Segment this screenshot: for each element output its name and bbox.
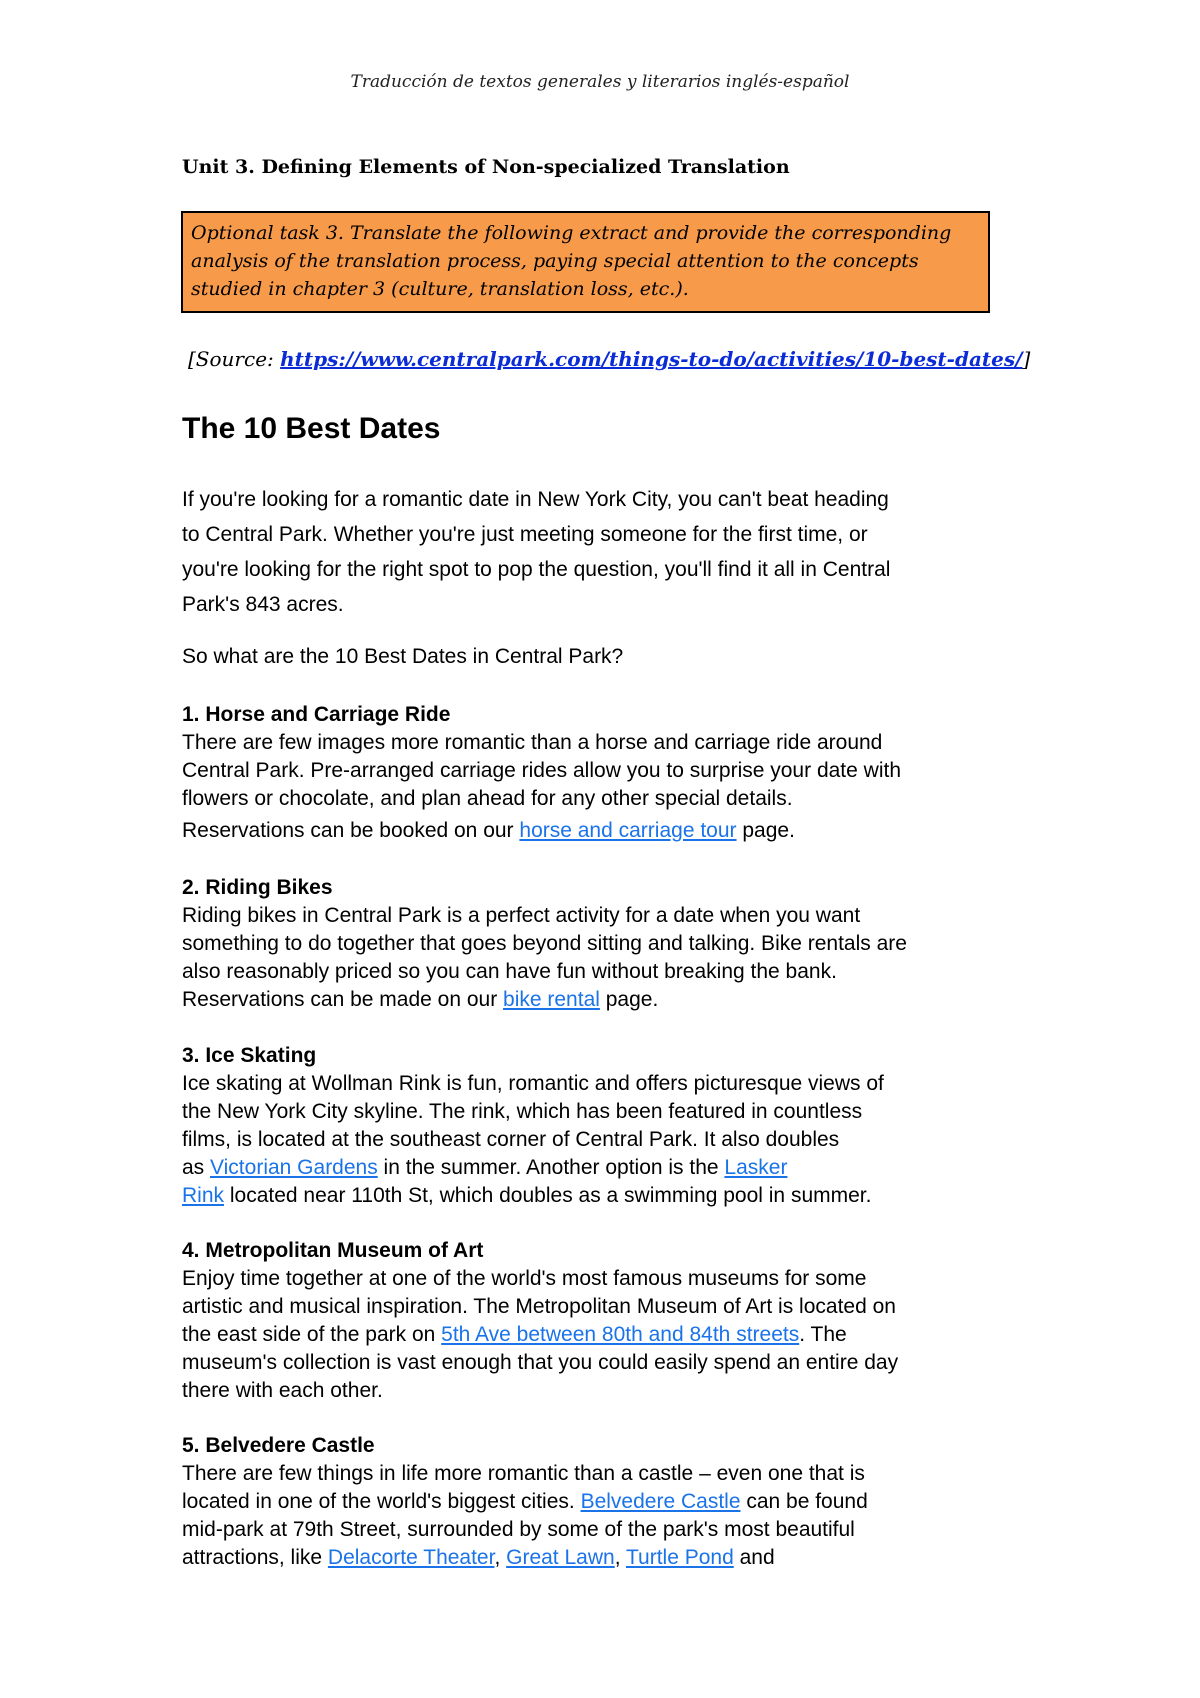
text-run: and [733, 1546, 775, 1569]
item-line: artistic and musical inspiration. The Metropolitan Museum of Art is located on [182, 1295, 896, 1318]
item-line: mid-park at 79th Street, surrounded by some of the park's most beautiful [182, 1518, 855, 1541]
source-prefix: [Source: [188, 347, 281, 371]
fifth-ave-link[interactable]: 5th Ave between 80th and 84th streets [441, 1323, 800, 1346]
delacorte-theater-link[interactable]: Delacorte Theater [327, 1546, 495, 1569]
item-line: the New York City skyline. The rink, which has been featured in countless [182, 1100, 863, 1123]
item-line: Ice skating at Wollman Rink is fun, romantic and offers picturesque views of [182, 1072, 884, 1095]
great-lawn-link[interactable]: Great Lawn [506, 1546, 615, 1569]
article-title: The 10 Best Dates [182, 412, 441, 445]
source-suffix: ] [1022, 347, 1031, 371]
item-line [182, 986, 1032, 1014]
text-run: attractions, like [182, 1546, 328, 1569]
text-run: , [494, 1546, 507, 1569]
intro-line: Park's 843 acres. [182, 593, 344, 616]
list-item [182, 874, 1032, 1014]
item-line: There are few things in life more romantic than a castle – even one that is [182, 1462, 865, 1485]
item-line [182, 1544, 1032, 1572]
text-run: located near 110th St, which doubles as a swimming pool in summer. [224, 1184, 872, 1207]
lasker-rink-link[interactable]: Lasker [724, 1156, 788, 1179]
question-line: So what are the 10 Best Dates in Central Park? [182, 645, 624, 668]
task-line: Optional task 3. Translate the following extract and provide the corresponding [191, 222, 952, 244]
item-line [182, 1182, 1032, 1210]
text-run: in the summer. Another option is the [377, 1156, 725, 1179]
text-run: . The [799, 1323, 847, 1346]
item-heading: 4. Metropolitan Museum of Art [182, 1239, 484, 1262]
intro-line: you're looking for the right spot to pop the question, you'll find it all in Central [182, 558, 891, 581]
item-heading: 1. Horse and Carriage Ride [182, 703, 451, 726]
text-run: as [182, 1156, 211, 1179]
item-line [182, 1154, 1032, 1182]
item-heading: 5. Belvedere Castle [182, 1434, 375, 1457]
item-line [182, 1321, 1032, 1349]
item-line: There are few images more romantic than a horse and carriage ride around [182, 731, 883, 754]
item-heading: 2. Riding Bikes [182, 876, 333, 899]
unit-title: Unit 3. Defining Elements of Non-specialized Translation [182, 156, 790, 178]
text-run: the east side of the park on [182, 1323, 442, 1346]
intro-line: If you're looking for a romantic date in New York City, you can't beat heading [182, 488, 889, 511]
source-citation [188, 347, 1030, 371]
text-run: located in one of the world's biggest cities. [182, 1490, 581, 1513]
optional-task-box [181, 211, 990, 313]
item-line: Central Park. Pre-arranged carriage rides allow you to surprise your date with [182, 759, 901, 782]
item-line: also reasonably priced so you can have fun without breaking the bank. [182, 960, 837, 983]
item-line: films, is located at the southeast corner of Central Park. It also doubles [182, 1128, 840, 1151]
item-heading: 3. Ice Skating [182, 1044, 317, 1067]
source-link[interactable]: https://www.centralpark.com/things-to-do/activities/10-best-dates/ [280, 347, 1023, 371]
bike-rental-link[interactable]: bike rental [503, 988, 600, 1011]
intro-line: to Central Park. Whether you're just meeting someone for the first time, or [182, 523, 868, 546]
item-line: there with each other. [182, 1379, 383, 1402]
turtle-pond-link[interactable]: Turtle Pond [625, 1546, 734, 1569]
text-run: page. [599, 988, 659, 1011]
text-run: can be found [740, 1490, 868, 1513]
item-line [182, 1488, 1032, 1516]
victorian-gardens-link[interactable]: Victorian Gardens [210, 1156, 378, 1179]
horse-carriage-tour-link[interactable]: horse and carriage tour [519, 819, 737, 842]
item-line: Enjoy time together at one of the world's most famous museums for some [182, 1267, 867, 1290]
belvedere-castle-link[interactable]: Belvedere Castle [580, 1490, 741, 1513]
list-item [182, 701, 1032, 845]
task-line: analysis of the translation process, paying special attention to the concepts [191, 250, 919, 272]
lasker-rink-link[interactable]: Rink [182, 1184, 225, 1207]
text-run: Reservations can be booked on our [182, 819, 520, 842]
list-item [182, 1432, 1032, 1572]
item-line: museum's collection is vast enough that you could easily spend an entire day [182, 1351, 899, 1374]
running-header: Traducción de textos generales y literarios inglés-español [350, 72, 850, 92]
list-item [182, 1237, 1032, 1405]
text-run: Reservations can be made on our [182, 988, 504, 1011]
item-line: something to do together that goes beyond sitting and talking. Bike rentals are [182, 932, 907, 955]
item-line: Riding bikes in Central Park is a perfect activity for a date when you want [182, 904, 861, 927]
list-item [182, 1042, 1032, 1210]
intro-paragraph [182, 482, 1022, 622]
text-run: , [614, 1546, 626, 1569]
task-line: studied in chapter 3 (culture, translation loss, etc.). [191, 278, 689, 300]
item-line: flowers or chocolate, and plan ahead for any other special details. [182, 787, 793, 810]
item-line [182, 817, 1032, 845]
text-run: page. [736, 819, 795, 842]
